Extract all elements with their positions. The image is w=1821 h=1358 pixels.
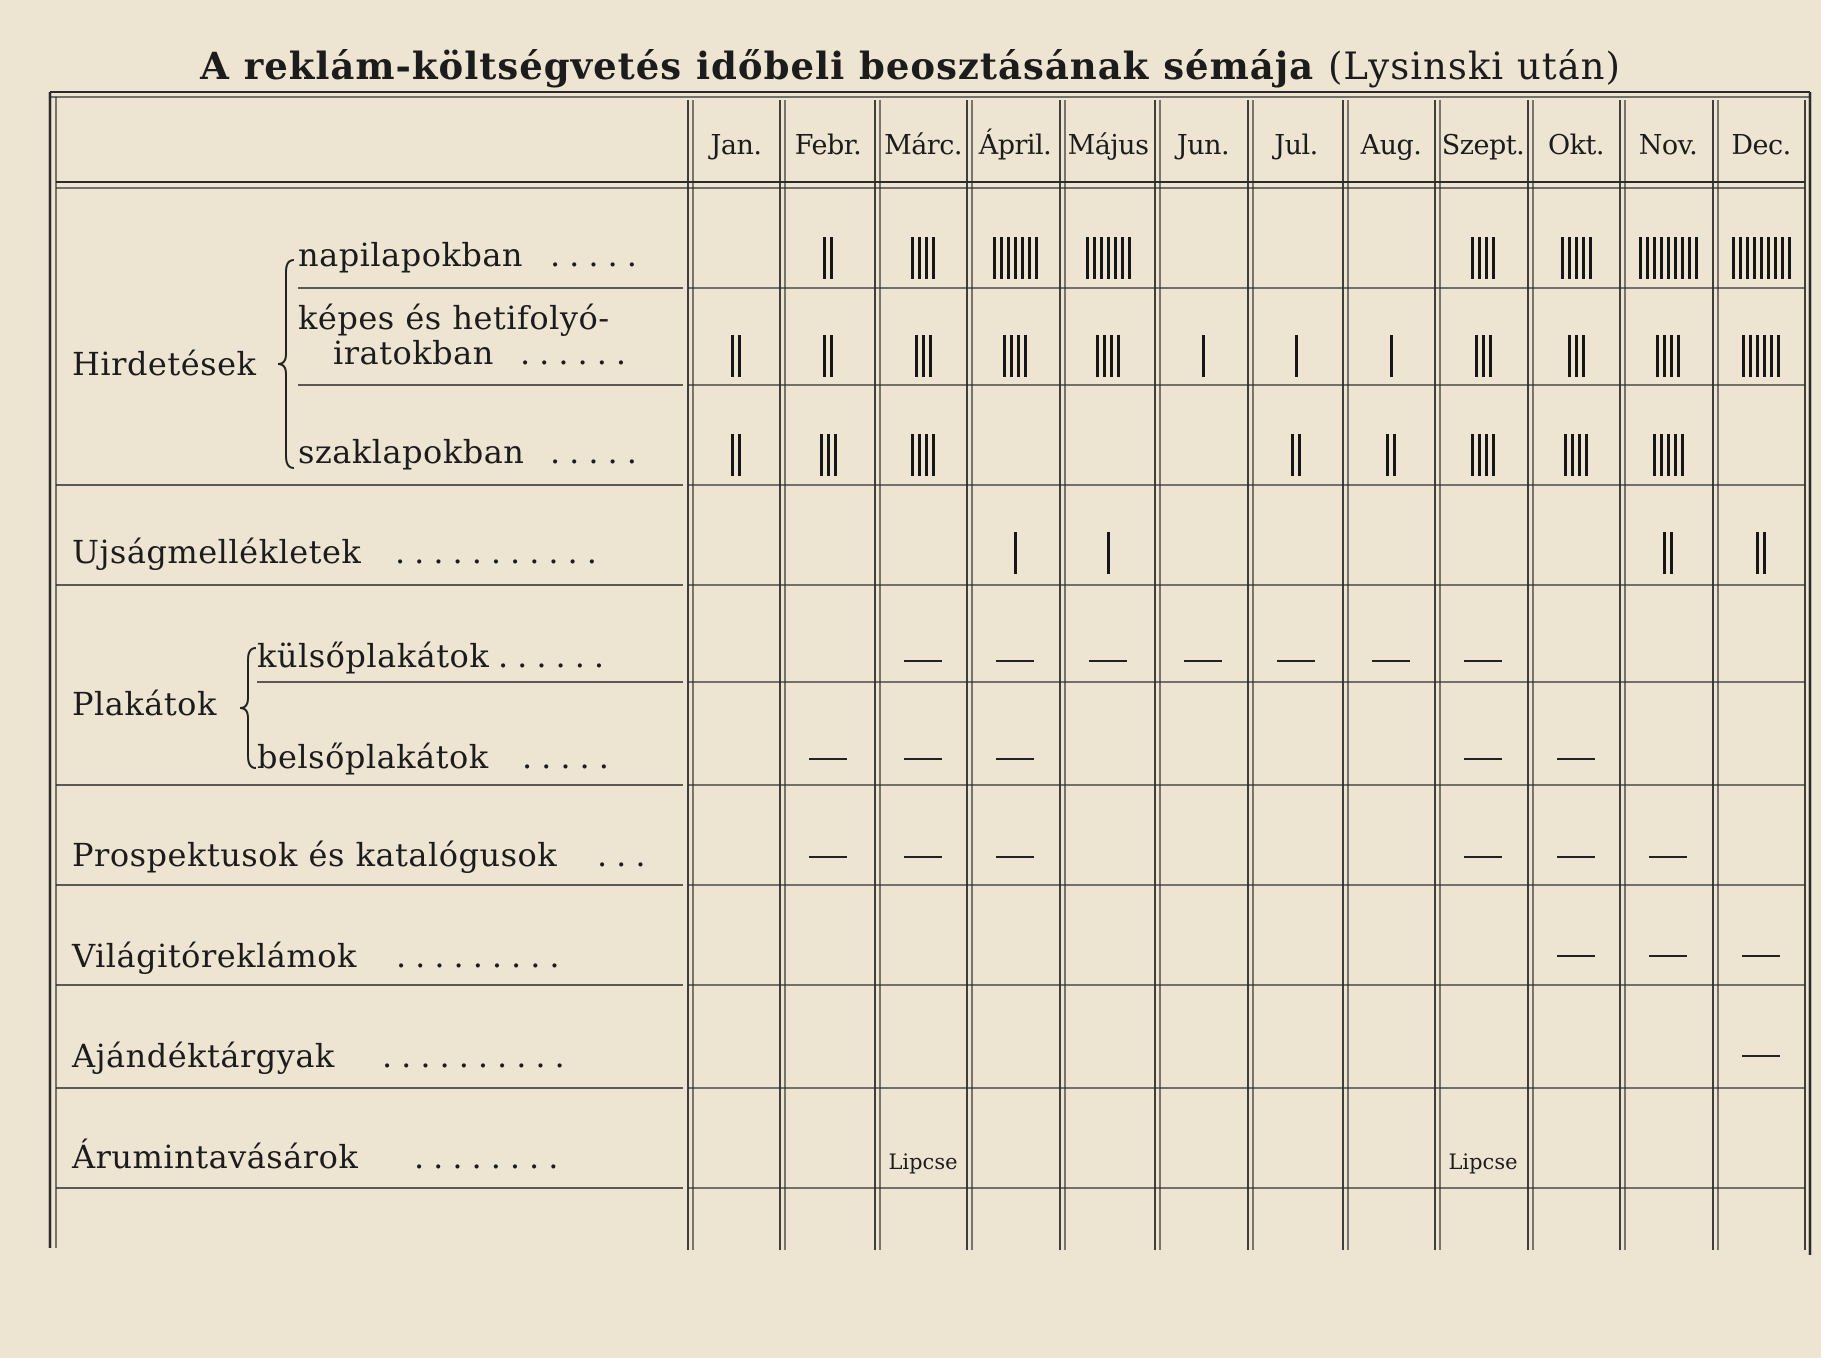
leader-dots: ...... [520,334,636,372]
dash-mark [1158,660,1248,662]
dash-mark [1716,1055,1806,1057]
bar-mark [691,335,781,377]
bar-mark [783,434,873,476]
leader-dots: ........ [414,1138,568,1176]
dash-mark [1346,660,1436,662]
month-header: Febr. [794,129,862,161]
dash-mark [970,856,1060,858]
bar-mark [1063,335,1153,377]
group-label-plakatok: Plakátok [72,685,217,723]
row-label-kepes-line1: képes és hetifolyó- [298,299,610,337]
leader-dots: ..... [522,738,618,776]
bar-mark [970,532,1060,574]
leader-dots: ... [597,836,655,874]
dash-mark [970,660,1060,662]
bar-mark [878,434,968,476]
dash-mark [1531,955,1621,957]
bar-mark [970,237,1060,279]
row-label-kulsoplakatok: külsőplakátok [257,637,490,675]
hirdetesek-brace [278,260,294,468]
plakatok-brace [240,648,256,768]
bar-mark [1531,237,1621,279]
bar-mark [1716,237,1806,279]
dash-mark [1438,856,1528,858]
dash-mark [1251,660,1341,662]
row-label-ujsagmellekletek: Ujságmellékletek [72,533,362,571]
month-header: Ápril. [978,129,1052,161]
month-header: Nov. [1638,129,1698,161]
group-label-hirdetesek: Hirdetések [72,345,257,383]
bar-mark [1251,434,1341,476]
bar-mark [1063,237,1153,279]
dash-mark [1623,856,1713,858]
month-header: Jul. [1274,129,1318,161]
dash-mark [970,758,1060,760]
row-label-szaklapokban: szaklapokban [298,433,525,471]
bar-mark [1623,237,1713,279]
bar-mark [1438,434,1528,476]
leader-dots: ...... [498,637,614,675]
bar-mark [1623,335,1713,377]
dash-mark [1531,758,1621,760]
leader-dots: ..... [550,433,646,471]
dash-mark [878,758,968,760]
leader-dots: ......... [396,937,569,975]
dash-mark [1063,660,1153,662]
month-header: Aug. [1360,129,1422,161]
bar-mark [1438,237,1528,279]
bar-mark [783,237,873,279]
location-note: Lipcse [1448,1150,1518,1174]
bar-mark [878,237,968,279]
dash-mark [1438,758,1528,760]
bar-mark [1623,532,1713,574]
dash-mark [783,856,873,858]
bar-mark [1346,335,1436,377]
row-label-arumintavasarok: Árumintavásárok [72,1138,359,1176]
dash-mark [783,758,873,760]
bar-mark [1346,434,1436,476]
month-header: Jan. [710,129,762,161]
row-label-napilapokban: napilapokban [298,236,524,274]
bar-mark [1716,335,1806,377]
bar-mark [878,335,968,377]
row-label-ajandektargyak: Ajándéktárgyak [72,1037,335,1075]
bar-mark [1158,335,1248,377]
bar-mark [1531,434,1621,476]
dash-mark [1531,856,1621,858]
month-header: Okt. [1548,129,1604,161]
leader-dots: ..... [550,236,646,274]
bar-mark [1531,335,1621,377]
bar-mark [691,434,781,476]
row-label-kepes-line2: iratokban [333,334,494,372]
dash-mark [1716,955,1806,957]
month-header: Márc. [884,129,962,161]
row-label-prospektusok: Prospektusok és katalógusok [72,836,558,874]
bar-mark [1716,532,1806,574]
month-header: Jun. [1176,129,1230,161]
dash-mark [878,660,968,662]
dash-mark [1438,660,1528,662]
title-main: A reklám-költségvetés időbeli beosztásának sémája [200,44,1315,88]
location-note: Lipcse [888,1150,958,1174]
bar-mark [1438,335,1528,377]
title-source: (Lysinski után) [1327,45,1621,88]
month-header: Dec. [1731,129,1791,161]
dash-mark [1623,955,1713,957]
month-header: Május [1067,129,1149,161]
row-label-vilagitoreklamok: Világitóreklámok [72,937,357,975]
bar-mark [1063,532,1153,574]
bar-mark [970,335,1060,377]
leader-dots: .......... [382,1037,574,1075]
row-label-belsoplakatok: belsőplakátok [257,738,489,776]
bar-mark [1623,434,1713,476]
leader-dots: ........... [395,533,606,571]
month-header: Szept. [1441,129,1525,161]
bar-mark [783,335,873,377]
dash-mark [878,856,968,858]
bar-mark [1251,335,1341,377]
